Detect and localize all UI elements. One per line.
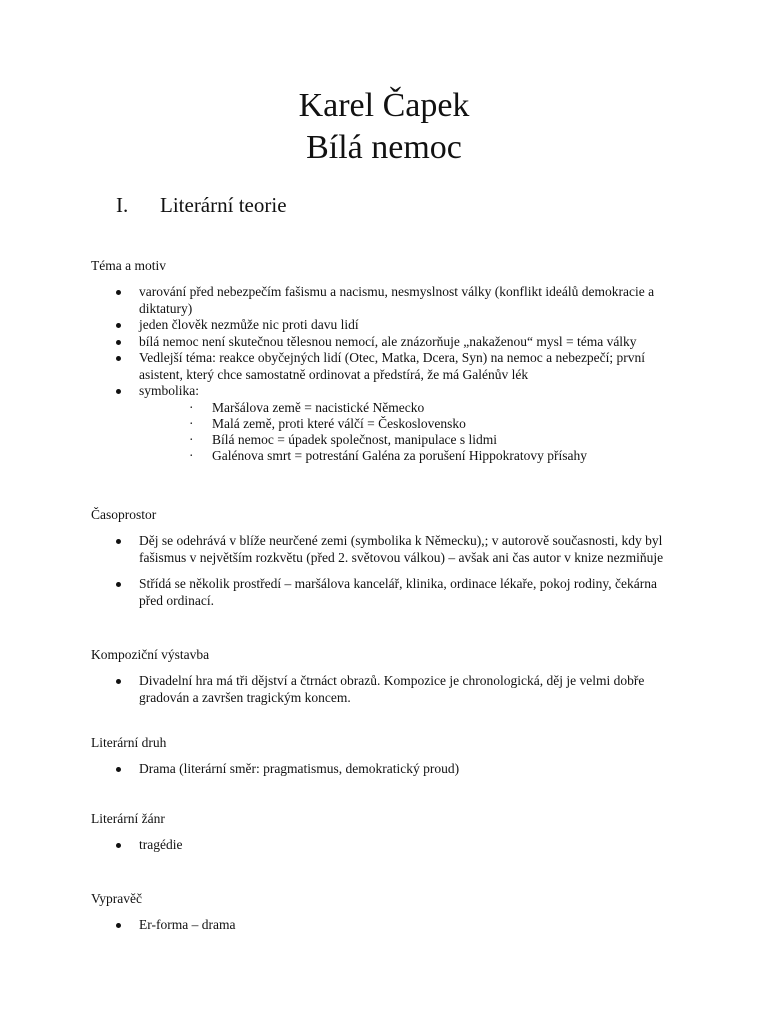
section-heading: Kompoziční výstavba <box>91 647 210 662</box>
list-item: tragédie <box>91 837 681 854</box>
author-title: Karel Čapek <box>298 87 470 124</box>
section-heading: Literární žánr <box>91 811 165 826</box>
work-title: Bílá nemoc <box>306 129 462 166</box>
list-item: Střídá se několik prostředí – maršálova kancelář, klinika, ordinace lékaře, pokoj rodiny, čekárna před ordinací. <box>91 576 681 609</box>
list-item: Er-forma – drama <box>91 917 681 934</box>
section-heading: Vypravěč <box>91 891 142 906</box>
bullet-list <box>91 673 681 706</box>
bullet-list <box>91 917 681 934</box>
sub-list-item: · Bílá nemoc = úpadek společnost, manipulace s lidmi <box>139 432 681 448</box>
list-item: varování před nebezpečím fašismu a nacismu, nesmyslnost války (konflikt ideálů demokracie a diktatury) <box>91 284 681 317</box>
list-item: bílá nemoc není skutečnou tělesnou nemocí, ale znázorňuje „nakaženou“ mysl = téma války <box>91 334 681 351</box>
list-item-label: symbolika: <box>139 383 199 398</box>
section-heading: Literární druh <box>91 735 167 750</box>
section-zanr <box>91 811 681 854</box>
sub-list-item: · Maršálova země = nacistické Německo <box>139 400 681 416</box>
section-heading: Téma a motiv <box>91 258 166 273</box>
section-kompozice <box>91 647 681 706</box>
list-item: Vedlejší téma: reakce obyčejných lidí (Otec, Matka, Dcera, Syn) na nemoc a nebezpečí; první asistent, který chce samostatně ordinovat a předstírá, že má Galénův lék <box>91 350 681 383</box>
sub-list-item: · Galénova smrt = potrestání Galéna za porušení Hippokratovy přísahy <box>139 448 681 464</box>
section-casoprostor <box>91 507 681 609</box>
section-vypravec <box>91 891 681 934</box>
list-item: jeden člověk nezmůže nic proti davu lidí <box>91 317 681 334</box>
bullet-list <box>91 533 681 609</box>
chapter-label: Literární teorie <box>160 193 287 217</box>
sub-list <box>139 400 681 464</box>
list-item: Divadelní hra má tři dějství a čtrnáct obrazů. Kompozice je chronologická, děj je velmi dobře gradován a završen tragickým koncem. <box>91 673 681 706</box>
sub-list-item: · Malá země, proti které válčí = Československo <box>139 416 681 432</box>
chapter-heading <box>116 192 287 218</box>
list-item: Děj se odehrává v blíže neurčené zemi (symbolika k Německu),; v autorově současnosti, kdy byl fašismus v největším rozkvětu (před 2. světovou válkou) – avšak ani čas autor v knize nezmiňuje <box>91 533 681 566</box>
section-druh <box>91 735 681 778</box>
bullet-list <box>91 837 681 854</box>
bullet-list <box>91 284 681 464</box>
section-heading: Časoprostor <box>91 507 157 522</box>
bullet-list <box>91 761 681 778</box>
chapter-number: I. <box>116 193 129 217</box>
list-item: Drama (literární směr: pragmatismus, demokratický proud) <box>91 761 681 778</box>
section-tema <box>91 258 681 464</box>
list-item-symbolika <box>91 383 681 464</box>
